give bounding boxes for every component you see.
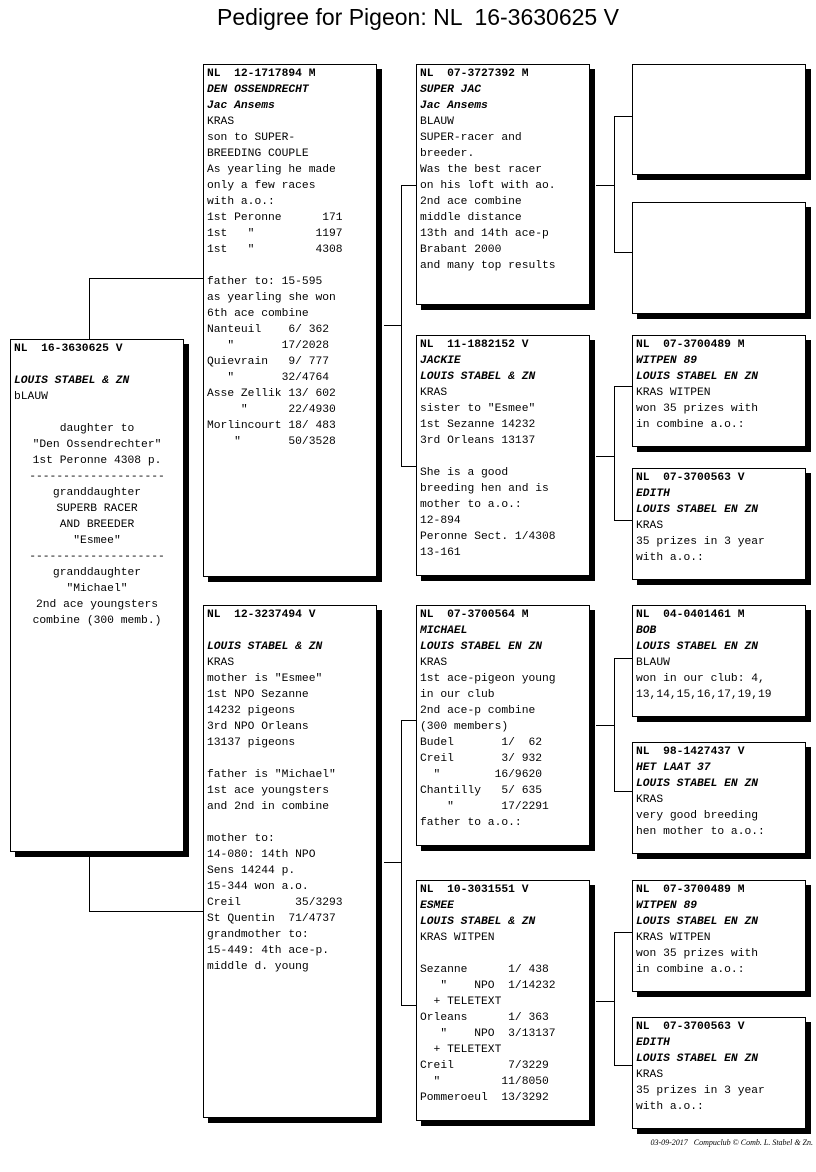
breeder-name: LOUIS STABEL & ZN (14, 375, 130, 387)
card-line: 6th ace combine (207, 308, 309, 320)
card-line: won 35 prizes with (636, 948, 759, 960)
card-line: breeder. (420, 148, 475, 160)
card-line: Creil 35/3293 (207, 897, 343, 909)
card-line: Budel 1/ 62 (420, 737, 543, 749)
card-line: father is "Michael" (207, 769, 336, 781)
card-line: 12-894 (420, 515, 461, 527)
card-line: in our club (420, 689, 495, 701)
card-line: KRAS WITPEN (636, 932, 711, 944)
card-line: SUPERB RACER (56, 503, 138, 515)
card-line: 1st Peronne 171 (207, 212, 343, 224)
card-line: Creil 7/3229 (420, 1060, 549, 1072)
card-line: and 2nd in combine (207, 801, 330, 813)
card-line: as yearling she won (207, 292, 336, 304)
card-line: on his loft with ao. (420, 180, 556, 192)
card-line: 1st NPO Sezanne (207, 689, 309, 701)
card-line: father to a.o.: (420, 817, 522, 829)
card-line: breeding hen and is (420, 483, 549, 495)
ring-number: NL 10-3031551 V (420, 884, 529, 896)
card-line: " 22/4930 (207, 404, 336, 416)
card-line: KRAS (420, 387, 448, 399)
card-line: with a.o.: (207, 196, 275, 208)
mm-sire-card (632, 880, 806, 992)
card-line: 3rd Orleans 13137 (420, 435, 536, 447)
card-line: KRAS (636, 520, 664, 532)
connector-line (89, 278, 204, 279)
connector-line (614, 520, 632, 521)
connector-line (614, 658, 615, 792)
sire-of-mother-card (416, 605, 590, 846)
connector-line (614, 386, 615, 521)
mf-dam-card (632, 742, 806, 854)
card-line: " 11/8050 (420, 1076, 549, 1088)
connector-line (614, 116, 632, 117)
ring-number: NL 12-1717894 M (207, 68, 316, 80)
card-line: As yearling he made (207, 164, 336, 176)
card-line: 1st Sezanne 14232 (420, 419, 536, 431)
ring-number: NL 07-3700564 M (420, 609, 529, 621)
card-line: bLAUW (14, 391, 48, 403)
card-line: AND BREEDER (59, 519, 135, 531)
card-line: + TELETEXT (420, 1044, 502, 1056)
breeder-name: LOUIS STABEL EN ZN (636, 641, 759, 653)
connector-line (89, 278, 90, 340)
card-line (420, 449, 586, 465)
card-line: " 50/3528 (207, 436, 336, 448)
card-line: father to: 15-595 (207, 276, 323, 288)
card-line: Pommeroeul 13/3292 (420, 1092, 549, 1104)
card-line: with a.o.: (636, 1101, 704, 1113)
ring-number: NL 07-3700489 M (636, 339, 745, 351)
card-line: granddaughter (52, 567, 142, 579)
footer-date: 03-09-2017 (650, 1138, 688, 1147)
card-line (14, 405, 180, 421)
pigeon-name: ESMEE (420, 900, 454, 912)
dam-of-mother-card (416, 880, 590, 1121)
ring-number: NL 98-1427437 V (636, 746, 745, 758)
connector-line (401, 185, 416, 186)
card-line: + TELETEXT (420, 996, 502, 1008)
connector-line (596, 185, 614, 186)
dam-of-father-card (416, 335, 590, 576)
card-line: SUPER-racer and (420, 132, 522, 144)
pigeon-name (207, 623, 373, 639)
card-line: 1st " 1197 (207, 228, 343, 240)
breeder-name: LOUIS STABEL EN ZN (636, 778, 759, 790)
card-line: Quievrain 9/ 777 (207, 356, 330, 368)
card-line: 2nd ace youngsters (35, 599, 159, 611)
breeder-name: Jac Ansems (207, 100, 275, 112)
card-line: won in our club: 4, (636, 673, 765, 685)
card-line: " 16/9620 (420, 769, 543, 781)
ring-number: NL 07-3700489 M (636, 884, 745, 896)
breeder-name: LOUIS STABEL EN ZN (636, 1053, 759, 1065)
pigeon-name: WITPEN 89 (636, 355, 698, 367)
pigeon-name: EDITH (636, 1037, 670, 1049)
card-line: 2nd ace combine (420, 196, 522, 208)
card-line: very good breeding (636, 810, 759, 822)
pigeon-name: SUPER JAC (420, 84, 482, 96)
card-line: and many top results (420, 260, 556, 272)
card-line: hen mother to a.o.: (636, 826, 765, 838)
card-line: middle d. young (207, 961, 309, 973)
ring-number: NL 12-3237494 V (207, 609, 316, 621)
card-line: with a.o.: (636, 552, 704, 564)
card-line: son to SUPER- (207, 132, 296, 144)
card-line: 1st ace-pigeon young (420, 673, 556, 685)
pigeon-name: MICHAEL (420, 625, 468, 637)
card-line: Morlincourt 18/ 483 (207, 420, 336, 432)
card-line: Sezanne 1/ 438 (420, 964, 549, 976)
card-line: grandmother to: (207, 929, 309, 941)
breeder-name: LOUIS STABEL & ZN (420, 916, 536, 928)
card-line: 1st " 4308 (207, 244, 343, 256)
connector-line (384, 862, 401, 863)
connector-line (596, 725, 614, 726)
divider: -------------------- (29, 471, 165, 483)
card-line: 14-080: 14th NPO (207, 849, 316, 861)
card-line (14, 357, 180, 373)
card-line: Brabant 2000 (420, 244, 502, 256)
card-line: Sens 14244 p. (207, 865, 296, 877)
ring-number: NL 04-0401461 M (636, 609, 745, 621)
subject-card (10, 339, 184, 852)
page-title: Pedigree for Pigeon: NL 16-3630625 V (217, 4, 619, 30)
connector-line (596, 456, 614, 457)
card-line: 13,14,15,16,17,19,19 (636, 689, 772, 701)
card-line: mother to: (207, 833, 275, 845)
card-line: KRAS (636, 1069, 664, 1081)
card-line: KRAS (207, 116, 235, 128)
card-line: 15-344 won a.o. (207, 881, 309, 893)
ring-number: NL 11-1882152 V (420, 339, 529, 351)
mother-card (203, 605, 377, 1118)
connector-line (614, 791, 632, 792)
card-line: " 17/2028 (207, 340, 330, 352)
connector-line (614, 116, 615, 253)
pigeon-name: DEN OSSENDRECHT (207, 84, 309, 96)
card-line: " NPO 1/14232 (420, 980, 556, 992)
card-line: KRAS (420, 657, 448, 669)
footer-credit: Compuclub © Comb. L. Stabel & Zn. (693, 1138, 813, 1147)
ring-number: NL 16-3630625 V (14, 343, 123, 355)
connector-line (384, 325, 401, 326)
breeder-name: LOUIS STABEL EN ZN (636, 504, 759, 516)
breeder-name: Jac Ansems (420, 100, 488, 112)
card-line: "Esmee" (73, 535, 121, 547)
card-line: BLAUW (420, 116, 454, 128)
connector-line (89, 852, 90, 912)
card-line: "Michael" (66, 583, 128, 595)
card-line: only a few races (207, 180, 316, 192)
card-line (420, 946, 586, 962)
card-line: Nanteuil 6/ 362 (207, 324, 330, 336)
fm-sire-card (632, 335, 806, 447)
pigeon-name: EDITH (636, 488, 670, 500)
card-line: She is a good (420, 467, 509, 479)
breeder-name: LOUIS STABEL & ZN (207, 641, 323, 653)
card-line: KRAS (636, 794, 664, 806)
connector-line (89, 911, 204, 912)
card-line: Was the best racer (420, 164, 543, 176)
pigeon-name: JACKIE (420, 355, 461, 367)
card-line: St Quentin 71/4737 (207, 913, 336, 925)
card-line: " 32/4764 (207, 372, 330, 384)
card-line: BREEDING COUPLE (207, 148, 309, 160)
card-line: Asse Zellik 13/ 602 (207, 388, 336, 400)
card-line: Orleans 1/ 363 (420, 1012, 549, 1024)
connector-line (614, 932, 632, 933)
connector-line (614, 932, 615, 1066)
breeder-name: LOUIS STABEL EN ZN (636, 371, 759, 383)
card-line (207, 751, 373, 767)
card-line: (300 members) (420, 721, 509, 733)
connector-line (614, 1065, 632, 1066)
card-line: 35 prizes in 3 year (636, 1085, 765, 1097)
sire-of-father-card (416, 64, 590, 305)
card-line: in combine a.o.: (636, 964, 745, 976)
card-line: Creil 3/ 932 (420, 753, 543, 765)
card-line: Peronne Sect. 1/4308 (420, 531, 556, 543)
connector-line (401, 1005, 416, 1006)
card-line: KRAS WITPEN (636, 387, 711, 399)
mm-dam-card (632, 1017, 806, 1129)
footer (650, 1138, 813, 1147)
card-line: mother is "Esmee" (207, 673, 323, 685)
pigeon-name: WITPEN 89 (636, 900, 698, 912)
card-line: 1st Peronne 4308 p. (32, 455, 162, 467)
ring-number: NL 07-3727392 M (420, 68, 529, 80)
card-line: daughter to (59, 423, 135, 435)
card-line: KRAS (207, 657, 235, 669)
connector-line (401, 185, 402, 467)
divider: -------------------- (29, 551, 165, 563)
card-line: 15-449: 4th ace-p. (207, 945, 330, 957)
card-line: 35 prizes in 3 year (636, 536, 765, 548)
ff-sire-card (632, 64, 806, 175)
connector-line (401, 720, 402, 1006)
card-line: KRAS WITPEN (420, 932, 495, 944)
connector-line (401, 466, 416, 467)
card-line: 3rd NPO Orleans (207, 721, 309, 733)
card-line: " 17/2291 (420, 801, 549, 813)
card-line: 13137 pigeons (207, 737, 296, 749)
card-line: combine (300 memb.) (32, 615, 162, 627)
mf-sire-card (632, 605, 806, 717)
card-line: 13th and 14th ace-p (420, 228, 549, 240)
card-line: granddaughter (52, 487, 142, 499)
card-line: 1st ace youngsters (207, 785, 330, 797)
card-line: 13-161 (420, 547, 461, 559)
ff-dam-card (632, 202, 806, 314)
card-line: Chantilly 5/ 635 (420, 785, 543, 797)
connector-line (401, 720, 416, 721)
connector-line (614, 386, 632, 387)
card-line: sister to "Esmee" (420, 403, 536, 415)
card-line: 14232 pigeons (207, 705, 296, 717)
ring-number: NL 07-3700563 V (636, 472, 745, 484)
breeder-name: LOUIS STABEL EN ZN (636, 916, 759, 928)
father-card (203, 64, 377, 577)
card-line: mother to a.o.: (420, 499, 522, 511)
pigeon-name: BOB (636, 625, 657, 637)
connector-line (614, 658, 632, 659)
fm-dam-card (632, 468, 806, 580)
breeder-name: LOUIS STABEL EN ZN (420, 641, 543, 653)
card-line (207, 258, 373, 274)
card-line: middle distance (420, 212, 522, 224)
card-line: BLAUW (636, 657, 670, 669)
card-line: 2nd ace-p combine (420, 705, 536, 717)
connector-line (614, 252, 632, 253)
card-line: won 35 prizes with (636, 403, 759, 415)
breeder-name: LOUIS STABEL & ZN (420, 371, 536, 383)
ring-number: NL 07-3700563 V (636, 1021, 745, 1033)
connector-line (596, 1001, 614, 1002)
card-line: in combine a.o.: (636, 419, 745, 431)
card-line: "Den Ossendrechter" (32, 439, 162, 451)
card-line (207, 815, 373, 831)
card-line: " NPO 3/13137 (420, 1028, 556, 1040)
pigeon-name: HET LAAT 37 (636, 762, 711, 774)
